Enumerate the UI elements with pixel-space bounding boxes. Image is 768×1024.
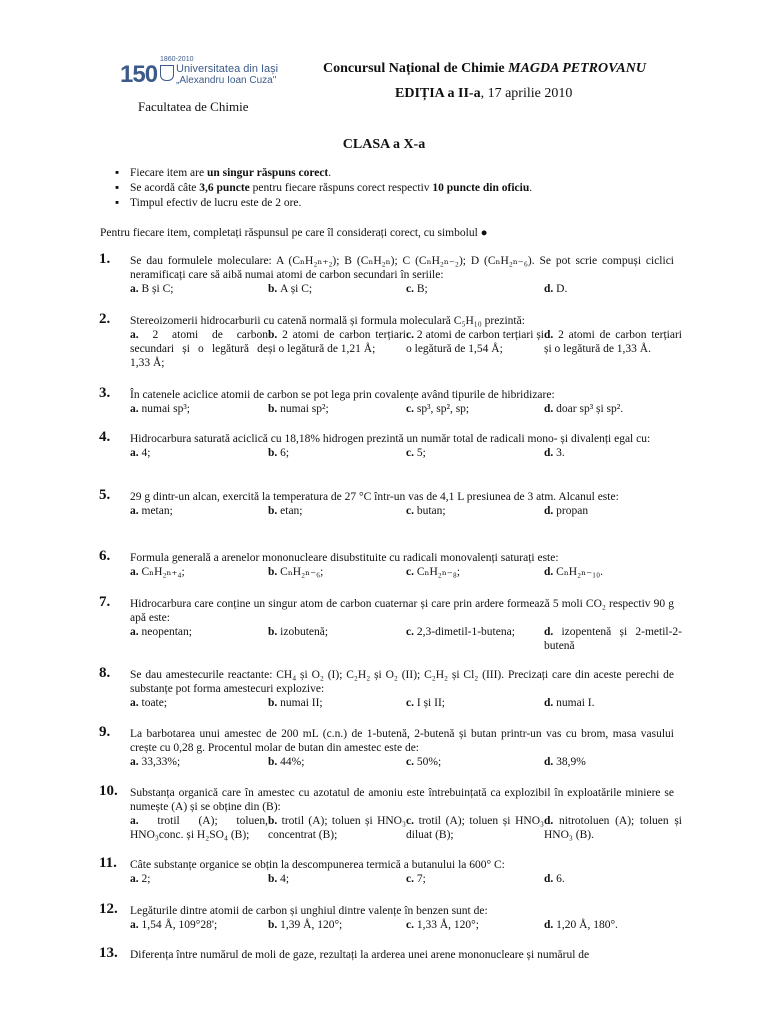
rule-text: . (328, 167, 332, 179)
option-letter: d. (544, 756, 557, 768)
answer-options (130, 402, 674, 416)
question-item (99, 724, 674, 769)
question-number: 3. (99, 385, 111, 401)
logo-number: 150 (120, 61, 158, 88)
question-item (99, 665, 674, 710)
answer-option[interactable] (406, 755, 544, 769)
option-text: 38,9% (556, 756, 586, 768)
option-letter: b. (268, 505, 281, 517)
answer-options (130, 918, 674, 932)
option-letter: a. (130, 566, 142, 578)
option-letter: c. (406, 505, 417, 517)
option-letter: b. (268, 756, 281, 768)
option-text: 6. (556, 873, 565, 885)
option-text: butan; (416, 505, 446, 517)
question-number: 8. (99, 665, 111, 681)
faculty-name: Facultatea de Chimie (138, 99, 249, 114)
option-letter: b. (268, 403, 281, 415)
question-number: 6. (99, 548, 111, 564)
option-text: numai II; (280, 697, 323, 709)
answer-option[interactable] (268, 446, 406, 460)
question-text: La barbotarea unui amestec de 200 mL (c.n.) de 1-butenă, 2-butenă și butan printr-un vas cu brom, masa vasului crește cu 0,28 g. Procentul molar de butan din amestec este de: (130, 728, 674, 754)
rule-text: . (529, 182, 533, 194)
answer-option[interactable] (268, 696, 406, 710)
option-text: B și C; (141, 283, 174, 295)
rule-text: Se acordă câte (130, 182, 200, 194)
edition-line (395, 86, 572, 102)
question-text: Câte substanțe organice se obțin la descompunerea termică a butanului la 600° C: (130, 859, 505, 871)
instruction-text: Pentru fiecare item, completați răspunsul pe care îl considerați corect, cu simbolul ● (100, 227, 488, 239)
option-text: 2 atomi de carbon secundari și o legătură de 1,33 Å; (130, 329, 268, 369)
answer-option[interactable] (544, 872, 682, 886)
question-number: 1. (99, 251, 111, 267)
answer-option[interactable] (406, 402, 544, 416)
edition-date: , 17 aprilie 2010 (480, 86, 573, 101)
answer-option[interactable] (406, 504, 544, 518)
answer-option[interactable] (268, 504, 406, 518)
option-letter: a. (130, 329, 153, 341)
edition-number: EDIȚIA a II-a (395, 86, 481, 101)
option-text: neopentan; (141, 626, 192, 638)
option-letter: d. (544, 283, 557, 295)
logo-university-subname: „Alexandru Ioan Cuza" (176, 75, 277, 86)
option-letter: a. (130, 403, 142, 415)
option-letter: c. (406, 756, 417, 768)
option-text: trotil (A); toluen și HNO₃ concentrat (B); (268, 815, 407, 841)
answer-option[interactable] (544, 328, 682, 370)
answer-option[interactable] (544, 696, 682, 710)
answer-option[interactable] (544, 918, 682, 932)
answer-options (130, 565, 674, 579)
answer-options (130, 872, 674, 886)
option-text: 50%; (416, 756, 442, 768)
contest-prefix: Concursul Național de Chimie (323, 61, 509, 76)
option-letter: c. (406, 815, 419, 827)
bullet-icon: ▪ (115, 167, 120, 179)
answer-option[interactable] (130, 565, 268, 579)
option-letter: a. (130, 815, 158, 827)
question-number: 4. (99, 429, 111, 445)
option-text: 2 atomi de carbon terțiari și o legătură de 1,54 Å; (406, 329, 544, 355)
answer-option[interactable] (544, 504, 682, 518)
question-number: 12. (99, 901, 118, 917)
answer-options (130, 504, 674, 518)
answer-option[interactable] (406, 282, 544, 296)
option-text: 7; (416, 873, 426, 885)
question-item (99, 901, 674, 932)
option-letter: d. (544, 566, 557, 578)
option-letter: a. (130, 756, 142, 768)
answer-option[interactable] (268, 402, 406, 416)
question-number: 7. (99, 594, 111, 610)
option-text: numai sp³; (141, 403, 190, 415)
option-text: B; (416, 283, 428, 295)
answer-option[interactable] (130, 918, 268, 932)
option-letter: c. (406, 329, 417, 341)
question-number: 5. (99, 487, 111, 503)
option-text: 44%; (280, 756, 305, 768)
option-letter: b. (268, 329, 283, 341)
option-text: 4; (280, 873, 290, 885)
option-letter: b. (268, 815, 282, 827)
answer-option[interactable] (130, 755, 268, 769)
answer-options (130, 328, 682, 370)
option-text: metan; (141, 505, 173, 517)
question-text: 29 g dintr-un alcan, exercită la temperatura de 27 °C într-un vas de 4,1 L presiunea de 3 atm. Alcanul este: (130, 491, 619, 503)
question-text: În catenele aciclice atomii de carbon se pot lega prin covalențe având tipurile de hibridizare: (130, 389, 555, 401)
rule-emphasis: 10 puncte din oficiu (432, 182, 530, 194)
answer-option[interactable] (544, 402, 682, 416)
question-text: Se dau amestecurile reactante: CH₄ și O₂ (I); C₂H₂ și O₂ (II); C₂H₂ și Cl₂ (III). Precizați care din aceste perechi de substanțe pot forma amestecuri explozive: (130, 669, 674, 695)
answer-options (130, 696, 674, 710)
option-text: CₙH₂ₙ₋₈; (416, 566, 461, 578)
answer-option[interactable] (406, 446, 544, 460)
question-item (99, 548, 674, 579)
option-text: etan; (280, 505, 303, 517)
option-letter: d. (544, 447, 557, 459)
option-text: 33,33%; (141, 756, 181, 768)
question-number: 9. (99, 724, 111, 740)
answer-option[interactable] (130, 625, 268, 653)
option-letter: b. (268, 447, 281, 459)
answer-option[interactable] (544, 282, 682, 296)
answer-options (130, 814, 682, 842)
option-letter: b. (268, 566, 281, 578)
answer-options (130, 625, 682, 653)
question-number: 2. (99, 311, 111, 327)
option-letter: a. (130, 697, 142, 709)
answer-option[interactable] (406, 696, 544, 710)
answer-option[interactable] (268, 328, 406, 370)
option-text: CₙH₂ₙ₋₆; (280, 566, 324, 578)
option-text: A și C; (280, 283, 313, 295)
question-text: Se dau formulele moleculare: A (CₙH₂ₙ₊₂); B (CₙH₂ₙ); C (CₙH₂ₙ₋₂); D (CₙH₂ₙ₋₆). Se pot scrie compuși ciclici neramificați care să aibă numai atomi de carbon secundari în seriile: (130, 255, 674, 281)
logo-university-name: Universitatea din Iași (176, 63, 279, 75)
answer-option[interactable] (268, 282, 406, 296)
bullet-icon: ▪ (115, 197, 120, 209)
answer-option[interactable] (268, 625, 406, 653)
option-text: 6; (280, 447, 290, 459)
answer-options (130, 446, 674, 460)
rule-text: Fiecare item are (130, 167, 207, 179)
option-text: numai sp²; (280, 403, 329, 415)
option-letter: d. (544, 919, 557, 931)
rule-text: Timpul efectiv de lucru este de 2 ore. (130, 197, 302, 209)
answer-option[interactable] (544, 565, 682, 579)
rule-emphasis: 3,6 puncte (199, 182, 250, 194)
option-text: propan (556, 505, 589, 517)
option-text: toate; (141, 697, 168, 709)
option-letter: a. (130, 873, 142, 885)
rules-list (115, 166, 532, 211)
option-text: izopentenă și 2-metil-2-butenă (544, 626, 682, 652)
answer-option[interactable] (406, 872, 544, 886)
option-letter: b. (268, 873, 281, 885)
question-text: Stereoizomerii hidrocarburii cu catenă normală și formula moleculară C₅H₁₀ prezintă: (130, 315, 525, 327)
answer-option[interactable] (130, 282, 268, 296)
option-letter: c. (406, 283, 417, 295)
option-text: izobutenă; (280, 626, 329, 638)
question-item (99, 429, 674, 460)
option-text: I și II; (416, 697, 445, 709)
class-title: CLASA a X-a (342, 137, 426, 152)
option-letter: d. (544, 505, 557, 517)
option-letter: d. (544, 815, 559, 827)
question-item (99, 783, 682, 842)
option-text: 1,33 Å, 120°; (416, 919, 479, 931)
option-text: CₙH₂ₙ₋₁₀. (556, 566, 604, 578)
option-letter: c. (406, 697, 417, 709)
option-letter: c. (406, 626, 417, 638)
answer-option[interactable] (544, 755, 682, 769)
answer-option[interactable] (130, 696, 268, 710)
question-item (99, 385, 674, 416)
question-item (99, 251, 674, 296)
option-letter: d. (544, 403, 557, 415)
shield-icon (160, 65, 174, 81)
answer-options (130, 282, 674, 296)
answer-option[interactable] (130, 402, 268, 416)
answer-options (130, 755, 674, 769)
rule-item (115, 166, 532, 181)
option-text: 5; (416, 447, 426, 459)
option-letter: c. (406, 403, 417, 415)
question-text: Legăturile dintre atomii de carbon și unghiul dintre valențe în benzen sunt de: (130, 905, 488, 917)
logo-years: 1860-2010 (160, 56, 194, 63)
answer-option[interactable] (544, 814, 682, 842)
option-letter: a. (130, 919, 142, 931)
option-letter: d. (544, 697, 557, 709)
question-number: 10. (99, 783, 118, 799)
answer-option[interactable] (406, 814, 544, 842)
option-text: 1,20 Å, 180°. (556, 919, 618, 931)
bullet-icon: ▪ (115, 182, 120, 194)
answer-option[interactable] (406, 328, 544, 370)
option-letter: c. (406, 447, 417, 459)
option-text: trotil (A); toluen, HNO₃conc. și H₂SO₄ (B); (130, 815, 269, 841)
option-letter: c. (406, 566, 417, 578)
answer-option[interactable] (130, 872, 268, 886)
option-letter: d. (544, 626, 562, 638)
answer-option[interactable] (268, 755, 406, 769)
question-item (99, 945, 674, 962)
option-text: doar sp³ și sp². (556, 403, 624, 415)
rule-item (115, 196, 532, 211)
option-text: 4; (141, 447, 151, 459)
university-logo (120, 55, 290, 95)
rule-text: pentru fiecare răspuns corect respectiv (249, 182, 433, 194)
option-text: 2 atomi de carbon terțiari și o legătură de 1,21 Å; (268, 329, 406, 355)
option-letter: a. (130, 505, 142, 517)
question-number: 11. (99, 855, 117, 871)
answer-option[interactable] (130, 504, 268, 518)
question-text: Formula generală a arenelor mononucleare disubstituite cu radicali monovalenți saturați este: (130, 552, 559, 564)
question-item (99, 311, 682, 370)
answer-option[interactable] (544, 446, 682, 460)
rule-emphasis: un singur răspuns corect (206, 167, 329, 179)
option-letter: d. (544, 873, 557, 885)
option-text: D. (556, 283, 568, 295)
answer-option[interactable] (130, 814, 268, 842)
option-letter: b. (268, 283, 281, 295)
option-letter: b. (268, 697, 281, 709)
answer-option[interactable] (268, 872, 406, 886)
question-item (99, 487, 674, 518)
option-letter: b. (268, 626, 281, 638)
option-text: 1,54 Å, 109°28'; (141, 919, 218, 931)
option-letter: b. (268, 919, 281, 931)
option-text: nitrotoluen (A); toluen și HNO₃ (B). (544, 815, 682, 841)
option-letter: c. (406, 919, 417, 931)
option-text: numai I. (556, 697, 595, 709)
question-text: Hidrocarbura saturată aciclică cu 18,18% hidrogen prezintă un număr total de radicali mono- și divalenți egal cu: (130, 433, 651, 445)
contest-title (323, 61, 646, 77)
answer-option[interactable] (268, 814, 406, 842)
option-letter: d. (544, 329, 559, 341)
answer-option[interactable] (268, 565, 406, 579)
question-number: 13. (99, 945, 118, 961)
question-text: Diferența între numărul de moli de gaze, rezultați la arderea unei arene mononucleare și numărul de (130, 949, 590, 961)
answer-option[interactable] (268, 918, 406, 932)
question-item (99, 855, 674, 886)
option-letter: a. (130, 626, 142, 638)
option-letter: c. (406, 873, 417, 885)
question-text: Substanța organică care în amestec cu azotatul de amoniu este întrebuințată ca explozibil în exploatările miniere se numește (A) și se obține din (B): (130, 787, 674, 813)
option-text: 2; (141, 873, 151, 885)
option-text: 1,39 Å, 120°; (280, 919, 343, 931)
contest-name: MAGDA PETROVANU (508, 61, 646, 76)
question-item (99, 594, 682, 653)
option-text: CₙH₂ₙ₊₄; (141, 566, 185, 578)
answer-option[interactable] (406, 918, 544, 932)
option-letter: a. (130, 447, 142, 459)
option-text: 2,3-dimetil-1-butena; (416, 626, 515, 638)
option-text: sp³, sp², sp; (416, 403, 470, 415)
option-text: trotil (A); toluen și HNO₃ diluat (B); (406, 815, 545, 841)
option-text: 3. (556, 447, 565, 459)
option-text: 2 atomi de carbon terțiari și o legătură de 1,33 Å. (544, 329, 682, 355)
answer-option[interactable] (130, 446, 268, 460)
answer-option[interactable] (406, 565, 544, 579)
option-letter: a. (130, 283, 142, 295)
rule-item (115, 181, 532, 196)
answer-option[interactable] (130, 328, 268, 370)
answer-option[interactable] (406, 625, 544, 653)
answer-option[interactable] (544, 625, 682, 653)
question-text: Hidrocarbura care conține un singur atom de carbon cuaternar și care prin ardere formează 5 moli CO₂ respectiv 90 g apă este: (130, 598, 674, 624)
